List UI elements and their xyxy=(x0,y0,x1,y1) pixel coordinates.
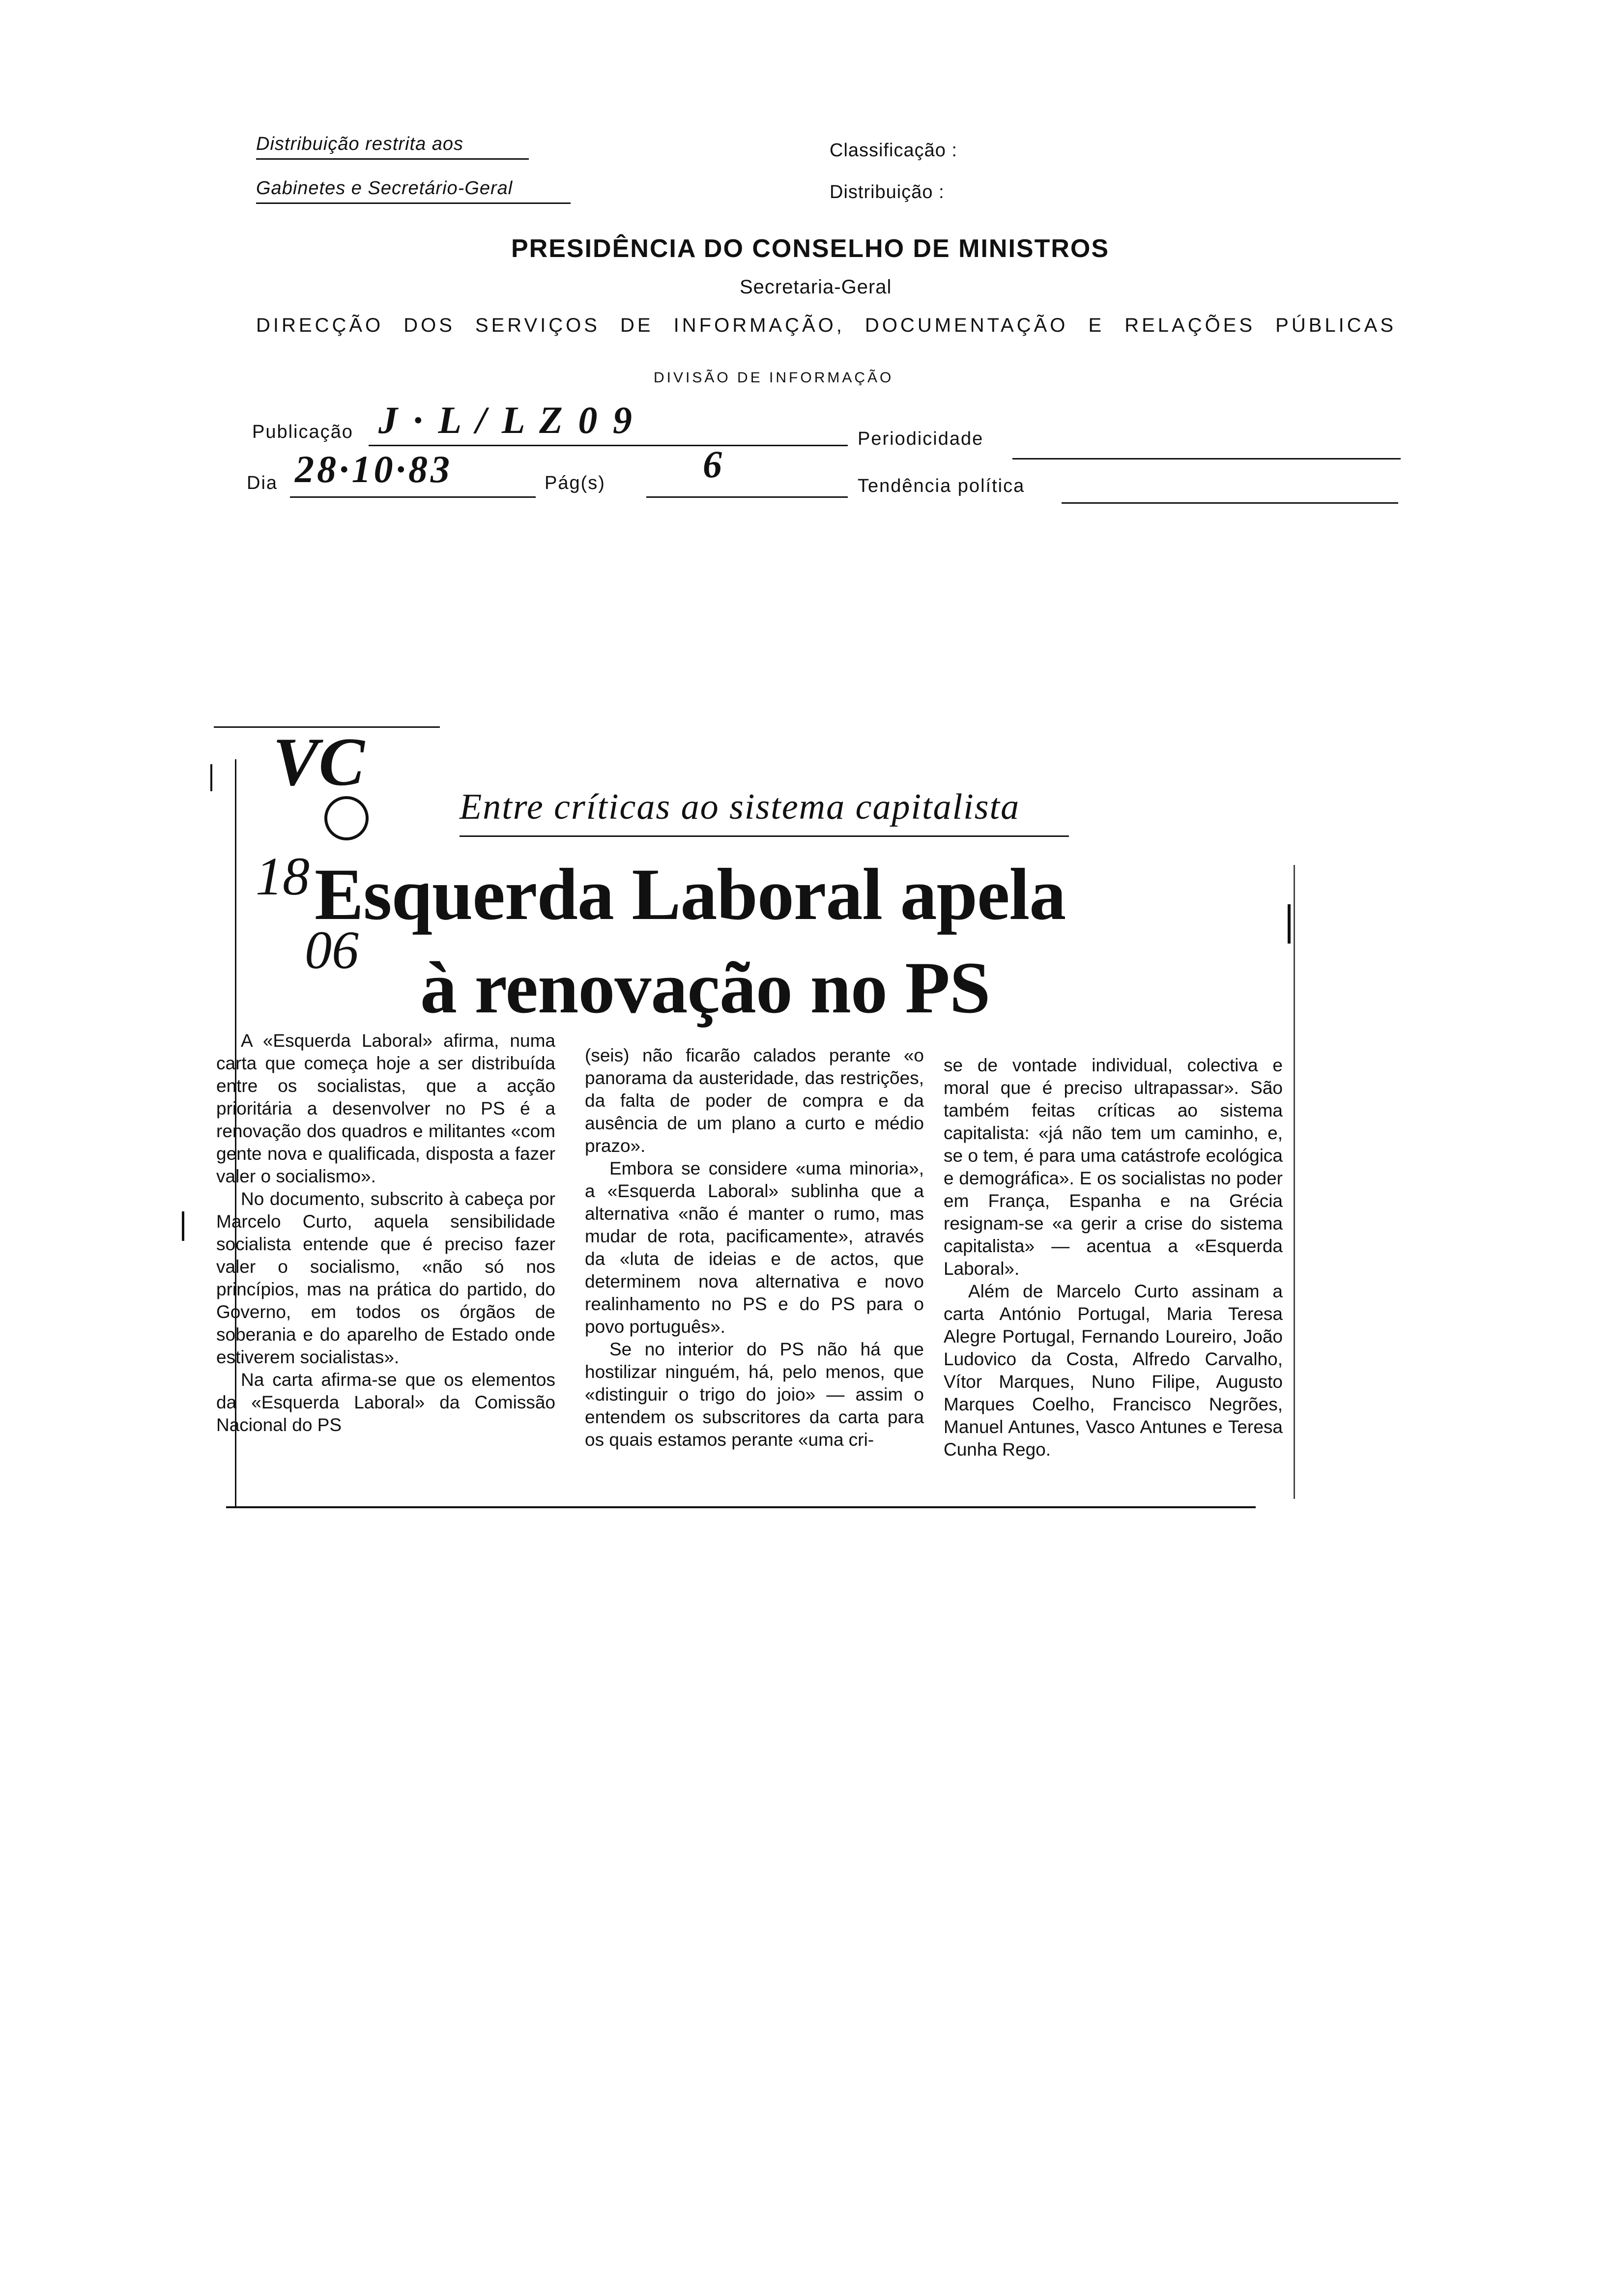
column-2-paragraph-2: Embora se considere «uma minoria», a «Esquerda Laboral» sublinha que a alternativa «não é manter o rumo, mas mudar de rota, pacificamente», através da «luta de ideias e de actos, que determinem nova alternativa e novo realinhamento no PS e do PS para o povo português». xyxy=(585,1158,924,1337)
column-3-paragraph-2: Além de Marcelo Curto assinam a carta António Portugal, Maria Teresa Alegre Portugal, Fernando Loureiro, João Ludovico da Costa, Alfredo Carvalho, Vítor Marques, Nuno Filipe, Augusto Marques Coelho, Francisco Negrões, Manuel Antunes, Vasco Antunes e Teresa Cunha Rego. xyxy=(944,1281,1283,1460)
column-2-paragraph-3: Se no interior do PS não há que hostilizar ninguém, há, pelo menos, que «distinguir o trigo do joio» — assim o entendem os subscritores da carta para os quais estamos perante «uma cri- xyxy=(585,1339,924,1450)
handwritten-circle-mark xyxy=(324,796,369,840)
directorate-line: DIRECÇÃO DOS SERVIÇOS DE INFORMAÇÃO, DOCUMENTAÇÃO E RELAÇÕES PÚBLICAS xyxy=(256,315,1396,336)
handwritten-initials: VC xyxy=(273,724,365,800)
headline-line-1: Esquerda Laboral apela xyxy=(315,854,1066,935)
column-1-paragraph-3: Na carta afirma-se que os elementos da «Esquerda Laboral» da Comissão Nacional do PS xyxy=(216,1370,555,1435)
periodicidade-label: Periodicidade xyxy=(858,429,984,449)
article-kicker: Entre críticas ao sistema capitalista xyxy=(460,787,1020,827)
article-column-1 xyxy=(216,1030,555,1436)
restriction-line-2: Gabinetes e Secretário-Geral xyxy=(256,178,513,199)
column-1-paragraph-2: No documento, subscrito à cabeça por Marcelo Curto, aquela sensibilidade socialista entende que é preciso fazer valer o socialismo, «não só nos princípios, mas na prática do partido, do Governo, em todos os órgãos de soberania e do aparelho de Estado onde estiverem socialistas». xyxy=(216,1189,555,1367)
article-column-3 xyxy=(944,1054,1283,1461)
column-3-paragraph-1: se de vontade individual, colectiva e moral que é preciso ultrapassar». São também feitas críticas ao sistema capitalista: «já não tem um caminho, e, se o tem, é para uma catástrofe ecológica e demográfica». E os socialistas no poder em França, Espanha e na Grécia resignam-se «a gerir a crise do sistema capitalista» — acentua a «Esquerda Laboral». xyxy=(944,1055,1283,1279)
tendencia-line xyxy=(1062,502,1398,504)
dia-handwritten: 28·10·83 xyxy=(295,448,453,490)
handwritten-margin-mark-2: 06 xyxy=(305,920,359,980)
division-line: DIVISÃO DE INFORMAÇÃO xyxy=(654,370,894,386)
clip-right-mark xyxy=(1288,904,1291,944)
margin-bracket-mark xyxy=(182,1211,184,1241)
clip-corner-mark xyxy=(210,764,212,791)
periodicidade-line xyxy=(1012,458,1401,459)
column-1-paragraph-1: A «Esquerda Laboral» afirma, numa carta que começa hoje a ser distribuída entre os socialistas, que a acção prioritária a desenvolver no PS é a renovação dos quadros e militantes «com gente nova e qualificada, disposta a fazer valer o socialismo». xyxy=(216,1031,555,1186)
pags-handwritten: 6 xyxy=(703,443,725,486)
publicacao-label: Publicação xyxy=(252,422,353,442)
restriction-underline-1 xyxy=(256,158,529,160)
pags-line xyxy=(646,496,848,498)
kicker-underline xyxy=(460,835,1069,837)
secretariat-subtitle: Secretaria-Geral xyxy=(740,276,892,298)
handwritten-margin-mark-1: 18 xyxy=(256,846,310,906)
column-2-paragraph-1: (seis) não ficarão calados perante «o panorama da austeridade, das restrições, da falta de poder de compra e da ausência de um plano a curto e médio prazo». xyxy=(585,1045,924,1156)
pags-label: Pág(s) xyxy=(545,473,605,493)
distribuicao-label: Distribuição : xyxy=(830,182,945,202)
article-column-2 xyxy=(585,1044,924,1451)
dia-line xyxy=(290,496,536,498)
clip-right-rule xyxy=(1294,865,1295,1499)
publicacao-handwritten: J · L / L Z 0 9 xyxy=(378,399,635,441)
tendencia-label: Tendência política xyxy=(858,476,1025,496)
dia-label: Dia xyxy=(247,473,278,493)
presidency-title: PRESIDÊNCIA DO CONSELHO DE MINISTROS xyxy=(511,234,1110,263)
restriction-line-1: Distribuição restrita aos xyxy=(256,134,464,154)
classificacao-label: Classificação : xyxy=(830,140,957,161)
clip-bottom-rule xyxy=(226,1506,1256,1508)
headline-line-2: à renovação no PS xyxy=(420,947,990,1029)
restriction-underline-2 xyxy=(256,202,571,204)
publicacao-line xyxy=(369,445,848,446)
